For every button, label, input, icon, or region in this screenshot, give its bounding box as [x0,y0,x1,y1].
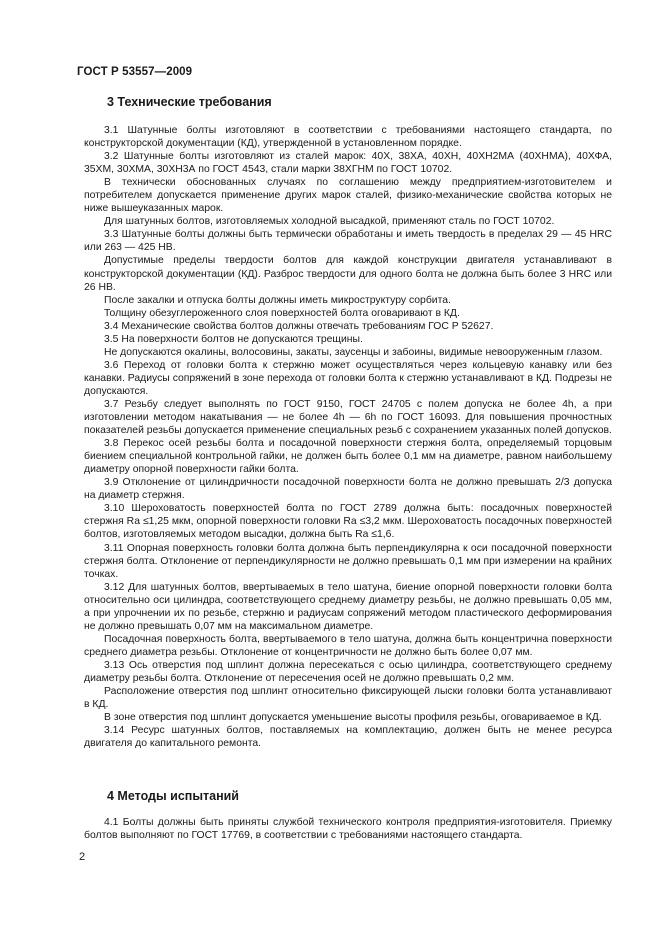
paragraph: 3.3 Шатунные болты должны быть термически обработаны и иметь твердость в пределах 29 — 45 HRC или 263 — 425 HB. [84,229,612,254]
paragraph: Для шатунных болтов, изготовляемых холодной высадкой, применяют сталь по ГОСТ 10702. [104,216,555,228]
paragraph: 3.8 Перекос осей резьбы болта и посадочной поверхности стержня болта, определяемый торцовым биением специальной контрольной гайки, не должен быть более 0,1 мм на диаметре, равном наибольшему диаметру опорной поверхности гайки болта. [84,438,612,476]
paragraph: 3.14 Ресурс шатунных болтов, поставляемых на комплектацию, должен быть не менее ресурса двигателя до капитального ремонта. [84,725,612,750]
paragraph: 3.9 Отклонение от цилиндричности посадочной поверхности болта не должно превышать 2/3 допуска на диаметр стержня. [84,477,612,502]
paragraph: Расположение отверстия под шплинт относительно фиксирующей лыски головки болта устанавливают в КД. [84,686,612,711]
paragraph: 3.5 На поверхности болтов не допускаются трещины. [104,333,363,345]
page-number: 2 [79,851,86,863]
paragraph: 3.11 Опорная поверхность головки болта должна быть перпендикулярна к оси посадочной поверхности стержня болта. Отклонение от перпендикулярности не должно превышать 0,1 мм при измерении на крайних точках. [84,542,612,580]
document-header: ГОСТ Р 53557—2009 [77,66,193,78]
section-3-body [84,124,612,750]
paragraph: 3.6 Переход от головки болта к стержню может осуществляться через кольцевую канавку или без канавки. Радиусы сопряжений в зоне перехода от головки болта к стержню устанавливают в КД. Подрезы не допускаются. [84,359,612,397]
paragraph: Не допускаются окалины, волосовины, закаты, заусенцы и забоины, видимые невооруженным глазом. [104,346,603,358]
paragraph: После закалки и отпуска болты должны иметь микроструктуру сорбита. [104,294,451,306]
paragraph: Допустимые пределы твердости болтов для каждой конструкции двигателя устанавливают в конструкторской документации (КД). Разброс твердости для одного болта не должна быть более 3 HRC или 26 НВ. [84,255,612,293]
paragraph: 3.12 Для шатунных болтов, ввертываемых в тело шатуна, биение опорной поверхности головки болта относительно оси цилиндра, соответствующего среднему диаметру резьбы, не должно превышать 0,05 мм, а при упрочнении их по резьбе, стержню и радиусам сопряжений методом пластического деформирования не должно превышать 0,07 мм на максимальном диаметре. [84,581,612,632]
paragraph: В технически обоснованных случаях по соглашению между предприятием-изготовителем и потребителем допускается применение других марок сталей, физико-механические свойства которых не ниже вышеуказанных марок. [84,177,612,215]
section-4-body [84,816,612,842]
paragraph: 3.2 Шатунные болты изготовляют из сталей марок: 40Х, 38ХА, 40ХН, 40ХН2МА (40ХНМА), 40ХФА, 35ХМ, 30ХМА, 30ХН3А по ГОСТ 4543, стали марки 38ХГНМ по ГОСТ 10702. [84,151,612,176]
paragraph: 3.7 Резьбу следует выполнять по ГОСТ 9150, ГОСТ 24705 с полем допуска не более 4h, а при изготовлении методом накатывания — не более 4h — 6h по ГОСТ 16093. Для повышения прочностных показателей резьбы допускается применение специальных резьб с сохранением указанных полей допусков. [84,398,612,437]
section-4-title: 4 Методы испытаний [107,789,239,803]
paragraph: Толщину обезуглероженного слоя поверхностей болта оговаривают в КД. [104,307,460,319]
paragraph: 3.1 Шатунные болты изготовляют в соответствии с требованиями настоящего стандарта, по конструкторской документации (КД), утвержденной в установленном порядке. [84,125,612,150]
paragraph: 3.10 Шероховатость поверхностей болта по ГОСТ 2789 должна быть: посадочных поверхностей стержня Ra ≤1,25 мкм, опорной поверхности головки Ra ≤3,2 мкм. Шероховатость посадочных поверхностей болтов, изготовляемых методом высадки, должна быть Ra ≤1,6. [84,503,612,541]
paragraph: 3.13 Ось отверстия под шплинт должна пересекаться с осью цилиндра, соответствующего среднему диаметру резьбы болта. Отклонение от пересечения осей не должно превышать 0,2 мм. [84,659,612,684]
section-3-title: 3 Технические требования [107,95,272,109]
paragraph: 4.1 Болты должны быть приняты службой технического контроля предприятия-изготовителя. Приемку болтов выполняют по ГОСТ 17769, в соответствии с требованиями настоящего стандарта. [84,817,612,842]
paragraph: 3.4 Механические свойства болтов должны отвечать требованиям ГОС Р 52627. [104,320,494,332]
paragraph: В зоне отверстия под шплинт допускается уменьшение высоты профиля резьбы, оговариваемое в КД. [104,712,602,724]
paragraph: Посадочная поверхность болта, ввертываемого в тело шатуна, должна быть концентрична поверхности среднего диаметра резьбы. Отклонение от концентричности не должно быть более 0,07 мм. [84,633,612,658]
